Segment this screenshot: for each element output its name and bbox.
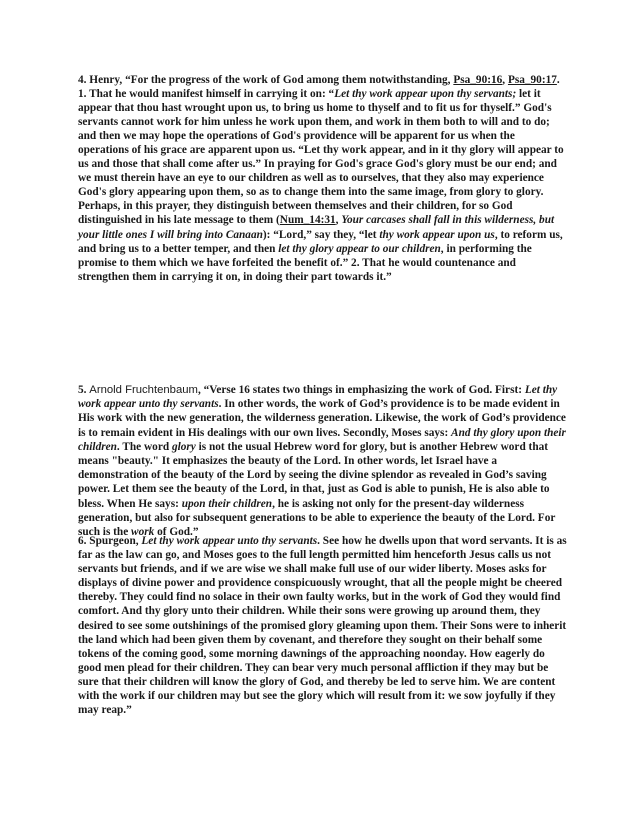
fruchtenbaum-quote-2: And thy glory upon their children bbox=[78, 426, 566, 453]
henry-lead: 4. Henry, “For the progress of the work of God among them notwithstanding, bbox=[78, 74, 454, 86]
fruchtenbaum-text-6: of God.” bbox=[154, 526, 199, 539]
henry-text-6: , in performing the promise to them which we have forfeited the benefit of.” 2. That he would countenance and strengthen them in carrying it on, in doing their part towards it.” bbox=[78, 242, 532, 283]
fruchtenbaum-author: Arnold Fruchtenbaum bbox=[89, 384, 198, 396]
henry-quote-1: Let thy work appear upon thy servants; bbox=[334, 88, 517, 101]
scripture-link-psa-90-16[interactable]: Psa_90:16 bbox=[453, 74, 503, 86]
henry-text-1: . 1. That he would manifest himself in carrying it on: “ bbox=[78, 74, 560, 101]
fruchtenbaum-text-1: , “Verse 16 states two things in emphasizing the work of God. First: bbox=[197, 384, 525, 396]
commentary-henry bbox=[78, 73, 568, 284]
henry-text-3: , bbox=[335, 214, 342, 227]
fruchtenbaum-quote-1: Let thy work appear unto thy servants bbox=[78, 384, 558, 411]
henry-text-5: , to reform us, and bring us to a better temper, and then bbox=[78, 228, 563, 255]
commentary-spurgeon bbox=[78, 534, 568, 717]
fruchtenbaum-text-4: is not the usual Hebrew word for glory, but is another Hebrew word that means "beauty." It emphasizes the beauty of the Lord. In other words, let Israel have a demonstration of the beauty of the Lord by seeing the divine splendor as revealed in God’s saving power. Let them see the beauty of the Lord, in that, just as God is able to punish, He is also able to bless. When He says: bbox=[78, 440, 550, 510]
henry-text-4: ): “Lord,” say they, “let bbox=[262, 228, 380, 241]
henry-text-2: let it appear that thou hast wrought upon us, to bring us home to thyself and to fit us for thyself.” God's servants cannot work for him unless he work upon them, and work in them both to will and to do; and then we may hope the operations of God's providence will be apparent for us when the operations of his grace are apparent upon us. “Let thy work appear, and in it thy glory will appear to us and those that shall come after us.” In praying for God's grace God's glory must be our end; and we must therein have an eye to our children as well as to ourselves, that they also may experience God's glory appearing upon them, so as to change them into the same image, from glory to glory. Perhaps, in this prayer, they distinguish between themselves and their children, for so God distinguished in his late message to them ( bbox=[78, 88, 564, 227]
henry-separator: , bbox=[502, 74, 508, 86]
commentary-fruchtenbaum bbox=[78, 383, 568, 539]
fruchtenbaum-text-2: . In other words, the work of God’s providence is to be made evident in His work with the new generation, the wilderness generation. Likewise, the work of God’s providence is to remain evident in His dealings with our own lives. Secondly, Moses says: bbox=[78, 398, 566, 439]
henry-quote-4: let thy glory appear to our children bbox=[278, 242, 441, 255]
fruchtenbaum-quote-5: work bbox=[131, 526, 155, 539]
henry-quote-2: Your carcases shall fall in this wilderness, but your little ones I will bring into Canaan bbox=[78, 214, 555, 241]
scripture-link-num-14-31[interactable]: Num_14:31 bbox=[279, 214, 336, 227]
fruchtenbaum-lead: 5. bbox=[78, 384, 90, 396]
fruchtenbaum-quote-4: upon their children bbox=[181, 497, 273, 510]
spurgeon-text-1: . See how he dwells upon that word servants. It is as far as the law can go, and Moses goes to the full length permitted him henceforth Jesus calls us not servants but friends, and if we are wise we shall make full use of our wider liberty. Moses asks for displays of divine power and providence conspicuously wrought, that all the people might be cheered thereby. They could find no solace in their own faulty works, but in the work of God they would find comfort. And thy glory unto their children. While their sons were growing up around them, they desired to see some outshinings of the promised glory gleaming upon them. Their Sons were to inherit the land which had been given them by covenant, and therefore they sought on their behalf some tokens of the coming good, some morning dawnings of the approaching noonday. How eagerly do good men plead for their children. They can bear very much personal affliction if they may but be sure that their children will know the glory of God, and thereby be led to serve him. We are content with the work if our children may but see the glory which will result from it: we sow joyfully if they may reap.” bbox=[78, 535, 567, 717]
fruchtenbaum-text-5: , he is asking not only for the present-day wilderness generation, but also for subsequent generations to be able to experience the beauty of the Lord. For such is the bbox=[78, 497, 556, 539]
fruchtenbaum-quote-3: glory bbox=[171, 440, 196, 453]
scripture-link-psa-90-17[interactable]: Psa_90:17 bbox=[507, 74, 557, 86]
fruchtenbaum-text-3: . The word bbox=[116, 440, 172, 453]
henry-quote-3: thy work appear upon us bbox=[379, 228, 495, 241]
spurgeon-quote-1: Let thy work appear unto thy servants bbox=[141, 535, 318, 547]
spurgeon-lead: 6. Spurgeon, bbox=[78, 535, 142, 547]
